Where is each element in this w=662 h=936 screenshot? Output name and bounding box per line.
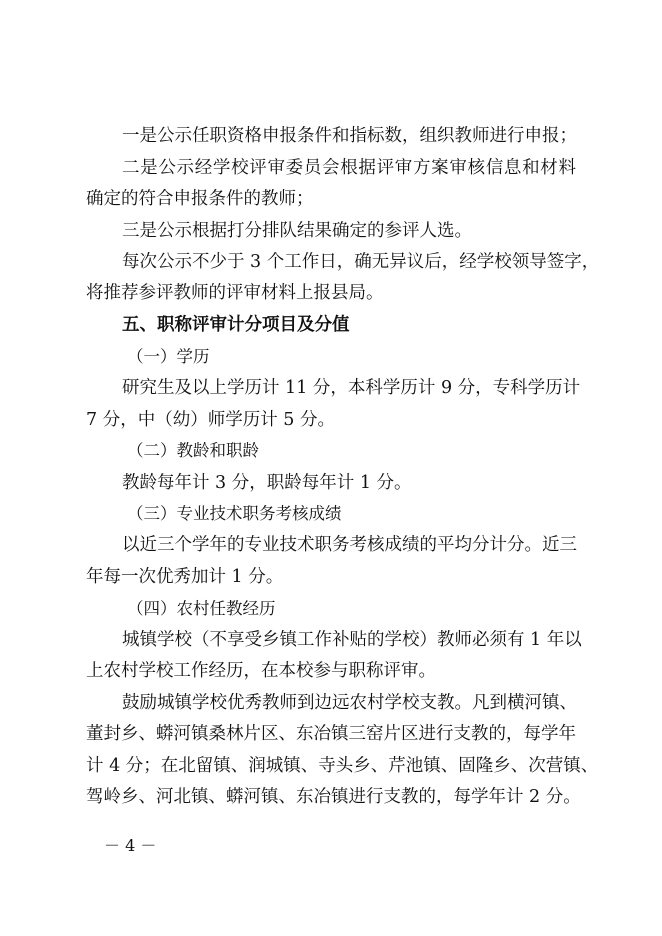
text-line: 研究生及以上学历计 11 分，本科学历计 9 分，专科学历计 bbox=[122, 378, 581, 398]
text-line: 城镇学校（不享受乡镇工作补贴的学校）教师必须有 1 年以 bbox=[122, 630, 582, 650]
text-line: 一是公示任职资格申报条件和指标数，组织教师进行申报； bbox=[122, 126, 577, 146]
text-line: 驾岭乡、河北镇、蟒河镇、东冶镇进行支教的，每学年计 2 分。 bbox=[86, 787, 581, 807]
text-line: 教龄每年计 3 分，职龄每年计 1 分。 bbox=[122, 473, 412, 493]
subsection-heading: （四）农村任教经历 bbox=[127, 599, 276, 618]
subsection-heading: （二）教龄和职龄 bbox=[127, 441, 259, 460]
subsection-heading: （一）学历 bbox=[127, 347, 210, 366]
text-line: 上农村学校工作经历，在本校参与职称评审。 bbox=[86, 661, 436, 681]
text-line: 7 分，中（幼）师学历计 5 分。 bbox=[86, 410, 335, 430]
page-number: － 4 － bbox=[104, 836, 157, 855]
subsection-heading: （三）专业技术职务考核成绩 bbox=[127, 504, 342, 523]
text-line: 董封乡、蟒河镇桑林片区、东冶镇三窑片区进行支教的，每学年 bbox=[86, 724, 576, 744]
section-heading: 五、职称评审计分项目及分值 bbox=[122, 315, 350, 335]
text-line: 确定的符合申报条件的教师； bbox=[86, 189, 314, 209]
text-line: 二是公示经学校评审委员会根据评审方案审核信息和材料 bbox=[122, 158, 576, 178]
text-line: 每次公示不少于 3 个工作日，确无异议后，经学校领导签字， bbox=[122, 252, 600, 272]
text-line: 年每一次优秀加计 1 分。 bbox=[86, 567, 284, 587]
text-line: 以近三个学年的专业技术职务考核成绩的平均分计分。近三 bbox=[122, 535, 577, 555]
text-line: 鼓励城镇学校优秀教师到边远农村学校支教。凡到横河镇、 bbox=[122, 693, 577, 713]
text-line: 计 4 分；在北留镇、润城镇、寺头乡、芹池镇、固隆乡、次营镇、 bbox=[86, 756, 599, 776]
text-line: 将推荐参评教师的评审材料上报县局。 bbox=[86, 283, 384, 303]
text-line: 三是公示根据打分排队结果确定的参评人选。 bbox=[122, 221, 472, 241]
